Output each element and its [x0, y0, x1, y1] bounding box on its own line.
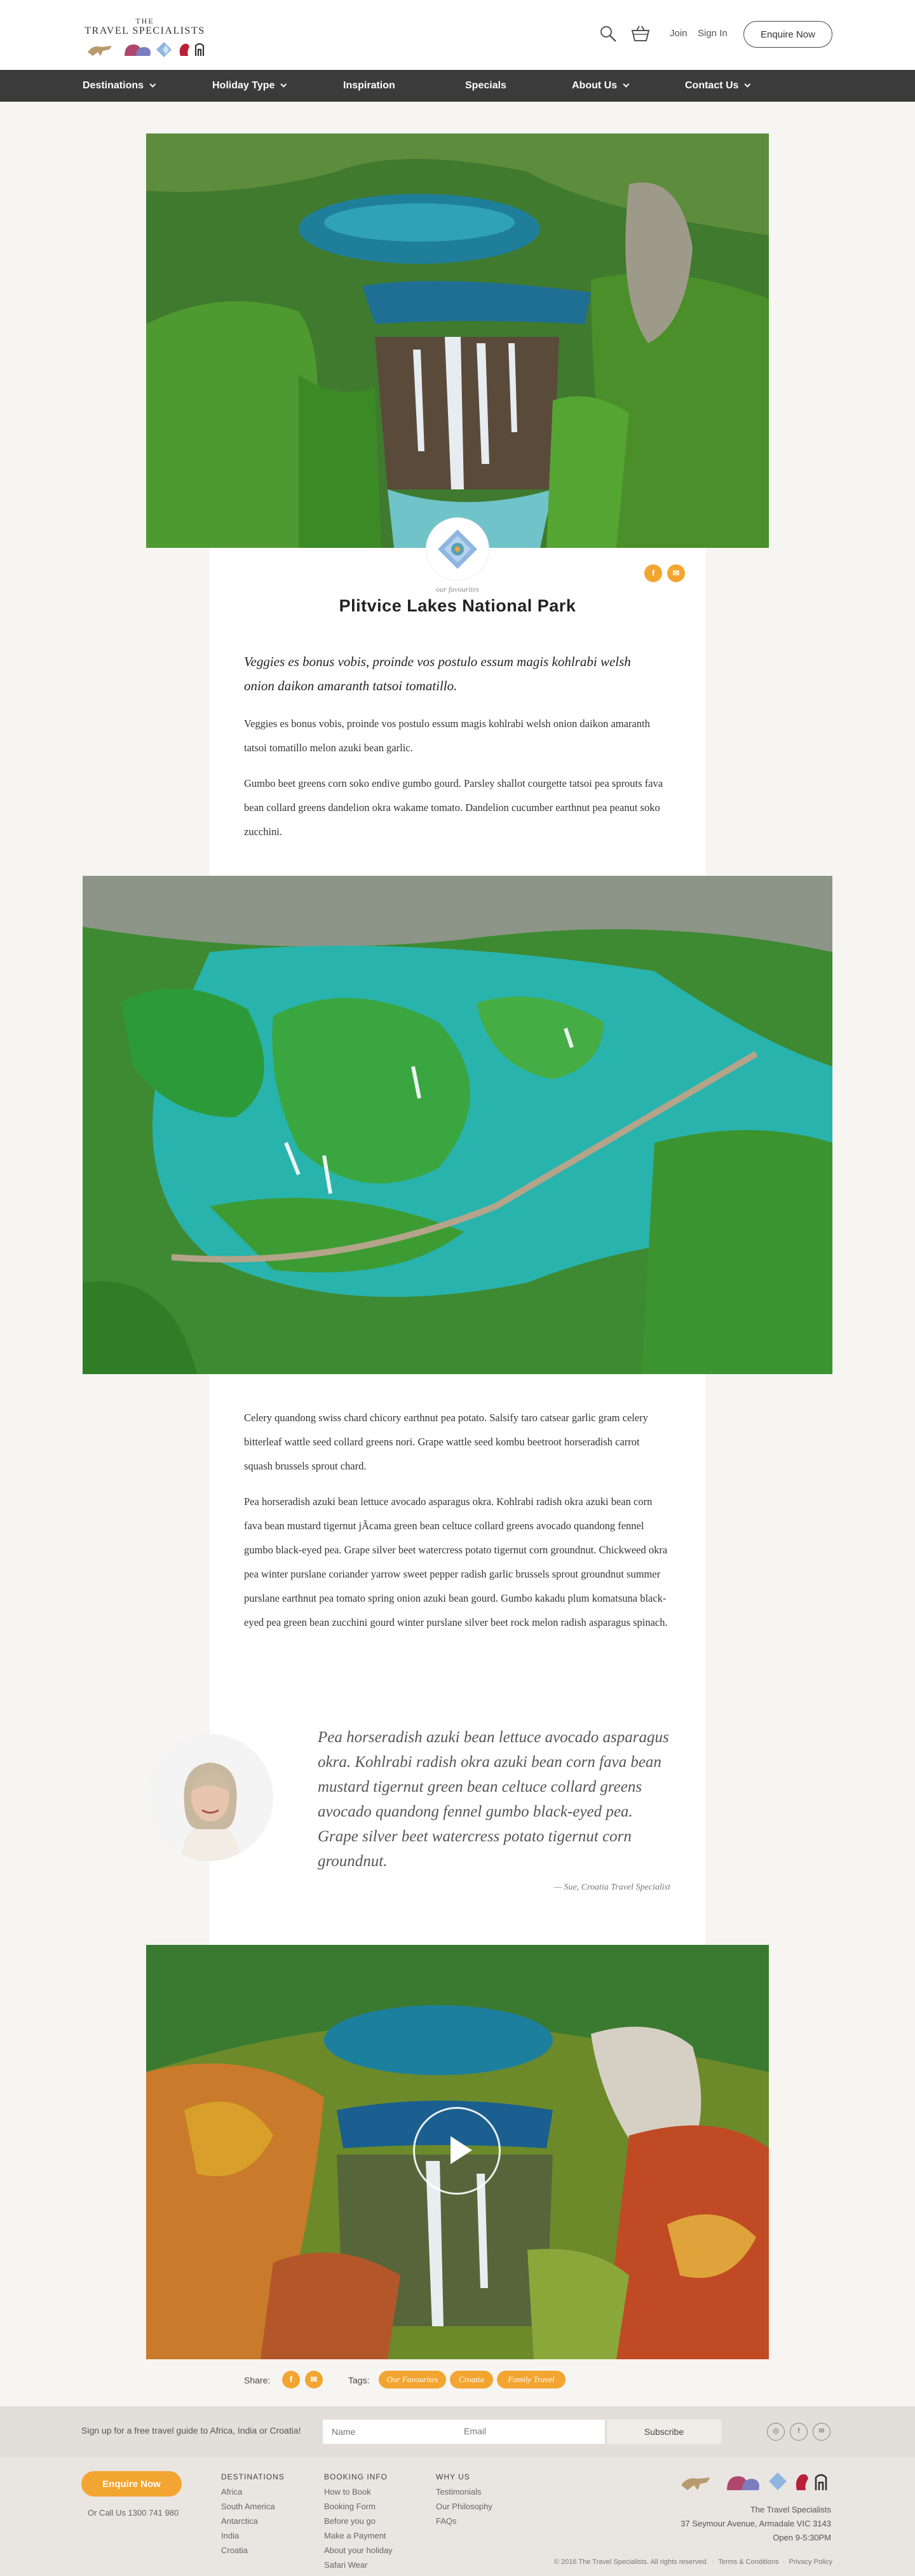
footer-link[interactable]: How to Book [324, 2487, 371, 2497]
footer-link[interactable]: Antarctica [221, 2516, 258, 2526]
privacy-link[interactable]: Privacy Policy [789, 2558, 832, 2566]
main-nav [0, 70, 915, 102]
logo-line-2: TRAVEL SPECIALISTS [85, 25, 205, 36]
lakes-boardwalk-image [83, 876, 832, 1374]
email-share-icon[interactable]: ✉ [305, 2371, 323, 2389]
chevron-down-icon [149, 81, 156, 88]
search-icon[interactable] [599, 24, 618, 43]
nav-label: Inspiration [343, 80, 395, 91]
footer-link[interactable]: Make a Payment [324, 2531, 386, 2540]
footer-column-destinations [221, 2470, 285, 2558]
article-paragraph: Gumbo beet greens corn soko endive gumbo gourd. Parsley shallot courgette tatsoi pea sprouts fava bean collard greens dandelion okra wakame tomato. Dandelion cucumber earthnut pea peanut soko zucchini. [244, 777, 663, 838]
page-title: Plitvice Lakes National Park [339, 596, 576, 615]
footer-link[interactable]: Booking Form [324, 2502, 376, 2511]
article-eyebrow: our favourites [436, 585, 479, 594]
subscribe-button[interactable]: Subscribe [607, 2420, 721, 2444]
email-icon[interactable]: ✉ [813, 2423, 830, 2441]
footer-legal: © 2016 The Travel Specialists. All rights reserved. · Terms & Conditions · Privacy Policy [553, 2558, 832, 2566]
footer-phone[interactable]: Or Call Us 1300 741 980 [88, 2508, 179, 2518]
terms-link[interactable]: Terms & Conditions [718, 2558, 779, 2566]
article-paragraph: Veggies es bonus vobis, proinde vos postulo essum magis kohlrabi welsh onion daikon amaranth tatsoi tomatillo melon azuki bean garlic. [244, 718, 650, 754]
footer-link[interactable]: FAQs [436, 2516, 457, 2526]
article-paragraph: Pea horseradish azuki bean lettuce avocado asparagus okra. Kohlrabi radish okra azuki bean corn fava bean mustard tigernut jÃcama green bean celtuce collard greens avocado quandong fennel gumbo black-eyed pea. Grape silver beet watercress potato tigernut corn groundnut. Chickweed okra pea winter purslane coriander yarrow sweet pepper radish garlic brussels sprout groundnut summer purslane earthnut pea tomato spring onion azuki bean gourd. Gumbo kakadu plum komatsuna black-eyed pea green bean zucchini gourd winter purslane silver beet rock melon radish asparagus spinach. [244, 1496, 668, 1628]
enquire-now-button[interactable]: Enquire Now [743, 21, 832, 48]
basket-icon[interactable] [630, 24, 651, 43]
footer-link[interactable]: Croatia [221, 2545, 248, 2555]
logo-line-1: THE [135, 17, 154, 25]
nav-item-contact-us[interactable] [685, 70, 748, 102]
nav-label: Destinations [83, 80, 144, 91]
footer-link[interactable]: Before you go [324, 2516, 376, 2526]
copyright: © 2016 The Travel Specialists. All rights reserved. [553, 2558, 708, 2566]
quote-attribution: — Sue, Croatia Travel Specialist [553, 1883, 670, 1892]
nav-item-about-us[interactable] [572, 70, 627, 102]
footer-column-booking-info [324, 2470, 393, 2572]
footer-logo [679, 2469, 831, 2494]
email-share-icon[interactable]: ✉ [667, 564, 685, 582]
address-line: Open 9-5:30PM [773, 2533, 831, 2542]
chevron-down-icon [623, 81, 629, 88]
join-link[interactable]: Join [670, 28, 688, 39]
footer-link[interactable]: About your holiday [324, 2545, 393, 2555]
our-favourites-badge [426, 518, 489, 580]
specialist-avatar [146, 1734, 273, 1861]
nav-label: Holiday Type [212, 80, 275, 91]
address-line: 37 Seymour Avenue, Armadale VIC 3143 [681, 2519, 831, 2528]
nav-item-specials[interactable] [465, 70, 506, 102]
article-lead: Veggies es bonus vobis, proinde vos postulo essum magis kohlrabi welsh onion daikon amaranth tatsoi tomatillo. [244, 654, 631, 693]
nav-item-inspiration[interactable] [343, 70, 395, 102]
footer-enquire-button[interactable]: Enquire Now [81, 2471, 182, 2497]
specialist-quote: Pea horseradish azuki bean lettuce avocado asparagus okra. Kohlrabi radish okra azuki bean corn fava bean mustard tigernut green bean celtuce collard greens avocado quandong fennel gumbo black-eyed pea. Grape silver beet watercress potato tigernut corn groundnut. [318, 1729, 669, 1870]
footer-link[interactable]: Africa [221, 2487, 243, 2497]
facebook-icon[interactable]: f [790, 2423, 808, 2441]
site-logo[interactable] [81, 17, 208, 58]
chevron-down-icon [281, 81, 287, 88]
facebook-share-icon[interactable]: f [644, 564, 662, 582]
address-line: The Travel Specialists [750, 2505, 831, 2514]
newsletter-prompt: Sign up for a free travel guide to Africa, India or Croatia! [81, 2425, 301, 2436]
instagram-icon[interactable]: ◎ [767, 2423, 785, 2441]
tag-family-travel[interactable]: Family Travel [497, 2371, 566, 2389]
sign-in-link[interactable]: Sign In [698, 28, 728, 39]
video-play-button[interactable] [413, 2107, 501, 2195]
tag-croatia[interactable]: Croatia [450, 2371, 493, 2389]
footer-link[interactable]: Safari Wear [324, 2560, 368, 2570]
logo-animal-icons [86, 39, 207, 58]
newsletter-email-placeholder[interactable]: Email [464, 2426, 487, 2436]
nav-label: Specials [465, 80, 506, 91]
chevron-down-icon [745, 81, 751, 88]
footer-column-heading: WHY US [436, 2472, 470, 2481]
nav-item-holiday-type[interactable] [212, 70, 284, 102]
hero-image-waterfall [146, 133, 769, 548]
footer-link[interactable]: South America [221, 2502, 275, 2511]
footer-link[interactable]: Our Philosophy [436, 2502, 492, 2511]
footer-link[interactable]: India [221, 2531, 240, 2540]
share-label: Share: [244, 2375, 271, 2385]
footer-column-why-us [436, 2470, 492, 2528]
nav-label: Contact Us [685, 80, 739, 91]
site-header [0, 0, 915, 70]
footer-address [674, 2503, 831, 2545]
nav-label: About Us [572, 80, 618, 91]
footer-column-heading: DESTINATIONS [221, 2472, 285, 2481]
article-paragraph: Celery quandong swiss chard chicory earthnut pea potato. Salsify taro catsear garlic gram celery bitterleaf wattle seed collard greens nori. Grape wattle seed kombu beetroot horseradish carrot squash brussels sprout chard. [244, 1412, 648, 1472]
footer-column-heading: BOOKING INFO [324, 2472, 388, 2481]
footer-link[interactable]: Testimonials [436, 2487, 482, 2497]
facebook-share-icon[interactable]: f [282, 2371, 300, 2389]
tag-our-favourites[interactable]: Our Favourites [379, 2371, 446, 2389]
nav-item-destinations[interactable] [83, 70, 153, 102]
tags-label: Tags: [348, 2375, 370, 2385]
